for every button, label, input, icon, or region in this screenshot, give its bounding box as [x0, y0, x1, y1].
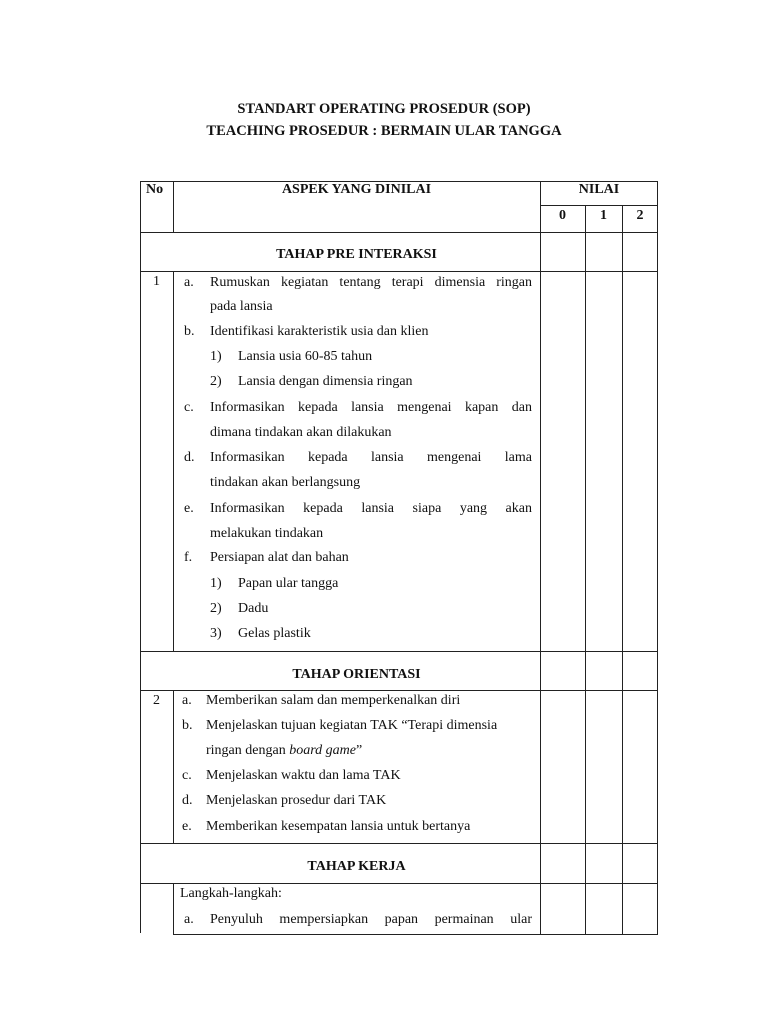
item-text: Gelas plastik: [238, 626, 311, 641]
row-number: 1: [153, 274, 160, 289]
item-marker: a.: [184, 912, 194, 927]
item-text-cont: [206, 743, 362, 759]
item-text: Dadu: [238, 601, 269, 616]
item-marker: 1): [210, 349, 222, 364]
score-1: 1: [600, 208, 607, 223]
item-text: Penyuluh mempersiapkan papan permainan ular: [210, 912, 532, 927]
col-divider-aspek: [540, 181, 541, 935]
item-marker: 3): [210, 626, 222, 641]
header-aspek: ASPEK YANG DINILAI: [281, 182, 432, 197]
item-text: Menjelaskan waktu dan lama TAK: [206, 768, 401, 783]
item-marker: d.: [182, 793, 193, 808]
score-0: 0: [559, 208, 566, 223]
item-text-part: ringan dengan: [206, 743, 290, 758]
item-text: Informasikan kepada lansia mengenai lama: [210, 450, 532, 465]
item-marker: b.: [184, 324, 195, 339]
row-line: [140, 271, 658, 272]
item-text: Memberikan kesempatan lansia untuk bertanya: [206, 819, 471, 834]
item-marker: b.: [182, 718, 193, 733]
header-bottom-line: [140, 232, 658, 233]
section-heading-kerja: TAHAP KERJA: [307, 859, 406, 874]
document-title: STANDART OPERATING PROSEDUR (SOP): [237, 101, 531, 117]
item-text: Persiapan alat dan bahan: [210, 550, 349, 565]
table-border-right: [657, 181, 658, 935]
item-marker: c.: [182, 768, 192, 783]
item-text: Lansia dengan dimensia ringan: [238, 374, 413, 389]
col-divider-no: [173, 690, 174, 843]
item-text-cont: dimana tindakan akan dilakukan: [210, 425, 392, 440]
item-text: Papan ular tangga: [238, 576, 339, 591]
item-marker: 2): [210, 374, 222, 389]
section-heading-orientasi: TAHAP ORIENTASI: [292, 667, 421, 682]
item-text: Lansia usia 60-85 tahun: [238, 349, 373, 364]
col-divider-score: [622, 205, 623, 935]
col-divider-no: [173, 271, 174, 651]
row-line: [140, 690, 658, 691]
item-marker: f.: [184, 550, 193, 565]
item-text: Informasikan kepada lansia mengenai kapan dan: [210, 400, 532, 415]
item-text-cont: melakukan tindakan: [210, 526, 324, 541]
item-text: Informasikan kepada lansia siapa yang akan: [210, 501, 532, 516]
table-border-left: [140, 181, 141, 933]
item-marker: 2): [210, 601, 222, 616]
item-text-cont: tindakan akan berlangsung: [210, 475, 361, 490]
item-marker: c.: [184, 400, 194, 415]
item-text: Menjelaskan prosedur dari TAK: [206, 793, 387, 808]
item-marker: a.: [182, 693, 192, 708]
steps-intro: Langkah-langkah:: [180, 886, 282, 901]
item-marker: 1): [210, 576, 222, 591]
item-text: Rumuskan kegiatan tentang terapi dimensia ringan: [210, 275, 532, 290]
item-marker: e.: [182, 819, 192, 834]
row-line: [140, 883, 658, 884]
col-divider-no: [173, 883, 174, 935]
item-marker: a.: [184, 275, 194, 290]
item-text-cont: pada lansia: [210, 299, 273, 314]
item-text-part: ”: [355, 743, 363, 758]
score-2: 2: [636, 208, 644, 223]
document-subtitle: TEACHING PROSEDUR : BERMAIN ULAR TANGGA: [206, 123, 562, 139]
row-line: [140, 843, 658, 844]
header-nilai: NILAI: [578, 182, 620, 197]
nilai-divider: [540, 205, 658, 206]
row-number: 2: [153, 693, 160, 708]
header-no: No: [146, 182, 164, 197]
section-heading-pre-interaksi: TAHAP PRE INTERAKSI: [276, 247, 437, 262]
item-text-italic: board game: [289, 743, 356, 758]
item-text: Identifikasi karakteristik usia dan klien: [210, 324, 429, 339]
item-text: Menjelaskan tujuan kegiatan TAK “Terapi dimensia: [206, 718, 498, 733]
item-text: Memberikan salam dan memperkenalkan diri: [206, 693, 461, 708]
col-divider-score: [585, 205, 586, 935]
row-line: [140, 651, 658, 652]
item-marker: d.: [184, 450, 195, 465]
item-marker: e.: [184, 501, 194, 516]
